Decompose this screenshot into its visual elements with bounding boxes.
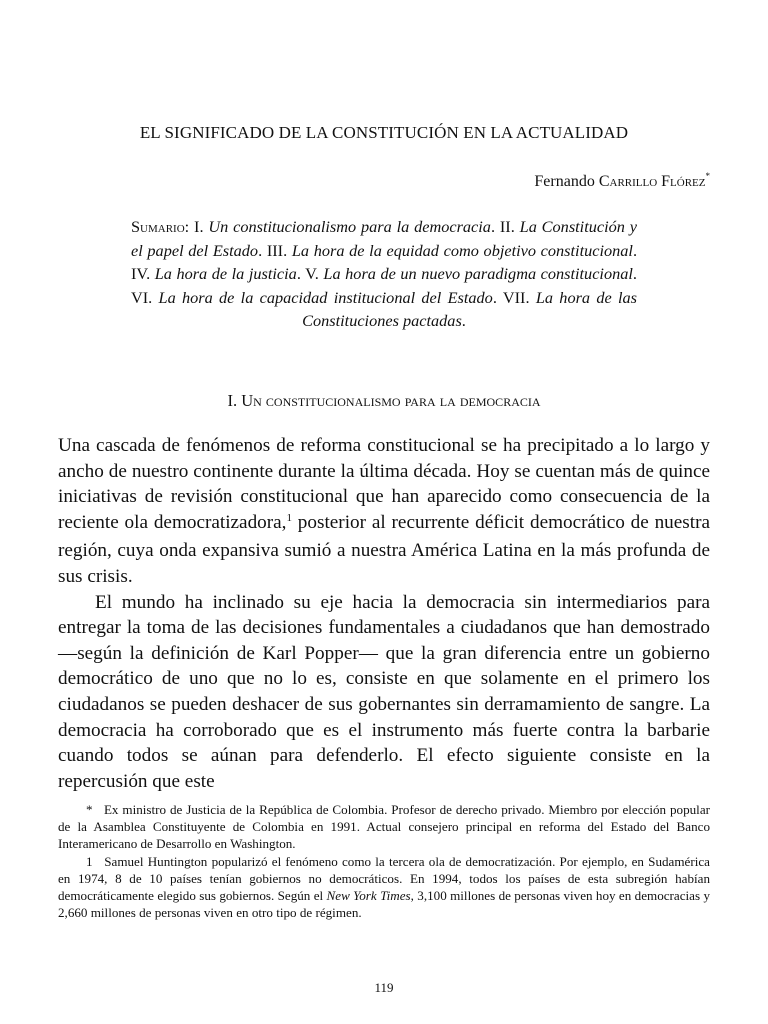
paragraph-text: Una cascada de fenómenos de reforma constitucional se ha precipitado a lo largo y ancho de nuestro continente durante la última década. Hoy se cuentan más de quince iniciativas de revisión constitucional que han aparecido como consecuencia de la reciente ola democratizadora,	[58, 435, 710, 533]
body-text	[58, 433, 710, 794]
summary-block: Sumario: I. Un constitucionalismo para la democracia. II. La Constitución y el papel del Estado. III. La hora de la equidad como objetivo constitucional. IV. La hora de la justicia. V. La hora de un nuevo paradigma constitucional. VI. La hora de la capacidad institucional del Estado. VII. La hora de las Constituciones pactadas.	[131, 217, 638, 330]
author-last-name: Carrillo Flórez	[598, 173, 706, 190]
author-line	[534, 173, 710, 191]
section-heading	[0, 391, 768, 411]
footnote	[58, 801, 710, 853]
article-title: EL SIGNIFICADO DE LA CONSTITUCIÓN EN LA ACTUALIDAD	[139, 123, 629, 142]
summary-num: II.	[499, 217, 515, 236]
section-title: Un constitucionalismo para la democracia	[241, 391, 541, 410]
section-number: I.	[227, 391, 238, 410]
summary-item: La hora de la equidad como objetivo constitucional	[291, 240, 633, 260]
footnote-text: Samuel Huntington popularizó el fenómeno como la tercera ola de democratización. Por ejemplo, en Sudamérica en 1974, 8 de 10 países tenían gobiernos no democráticos. En 1994, todos los países de esta subregión habían democráticamente elegido sus gobiernos. Según el	[58, 853, 710, 904]
footnotes	[58, 801, 710, 921]
summary-item: La Constitución y el papel del Estado	[131, 217, 637, 260]
summary-num: IV.	[131, 264, 151, 283]
summary-item: Un constitucionalismo para la democracia	[208, 217, 491, 236]
summary-label: Sumario	[131, 217, 185, 236]
footnote-text: , 3,100 millones de personas viven hoy en democracias y 2,660 millones de personas viven en otro tipo de régimen.	[58, 888, 710, 921]
footnote-mark: 1	[86, 853, 93, 869]
body-paragraph: El mundo ha inclinado su eje hacia la democracia sin intermediarios para entregar la toma de las decisiones fundamentales a ciudadanos que han demostrado —según la definición de Karl Popper— que la gran diferencia entre un gobierno democrático de uno que no lo es, consiste en que solamente en el primero los ciudadanos se pueden deshacer de sus gobernantes sin derramamiento de sangre. La democracia ha corroborado que es el instrumento más fuerte contra la barbarie cuando todos se aúnan para defenderlo. El efecto siguiente consiste en la repercusión que este	[58, 591, 710, 792]
footnote-mark: *	[86, 802, 93, 817]
summary-num: VI.	[131, 287, 153, 307]
footnote-italic: New York Times	[326, 888, 411, 904]
summary-num: III.	[266, 240, 288, 260]
author-first-name: Fernando	[534, 173, 595, 190]
summary-num: V.	[305, 264, 319, 283]
summary-item: La hora de un nuevo paradigma constitucional	[323, 264, 633, 283]
page-number: 119	[374, 980, 394, 995]
summary-item: La hora de las Constituciones pactadas	[302, 287, 637, 330]
body-paragraph	[58, 433, 710, 590]
footnote-ref[interactable]: 1	[286, 511, 292, 524]
author-footnote-mark: *	[705, 171, 710, 181]
paragraph-text: posterior al recurrente déficit democrático de nuestra región, cuya onda expansiva sumió a nuestra América Latina en la más profunda de sus crisis.	[58, 511, 710, 587]
summary-num: I.	[194, 217, 204, 236]
footnote	[58, 853, 710, 922]
summary-item: La hora de la capacidad institucional del Estado	[158, 287, 493, 307]
footnote-text: Ex ministro de Justicia de la República de Colombia. Profesor de derecho privado. Miembro por elección popular de la Asamblea Constituyente de Colombia en 1991. Actual consejero principal en reforma del Estado del Banco Interamericano de Desarrollo en Washington.	[58, 802, 710, 852]
summary-num: VII.	[502, 287, 530, 307]
summary-item: La hora de la justicia	[154, 264, 297, 283]
